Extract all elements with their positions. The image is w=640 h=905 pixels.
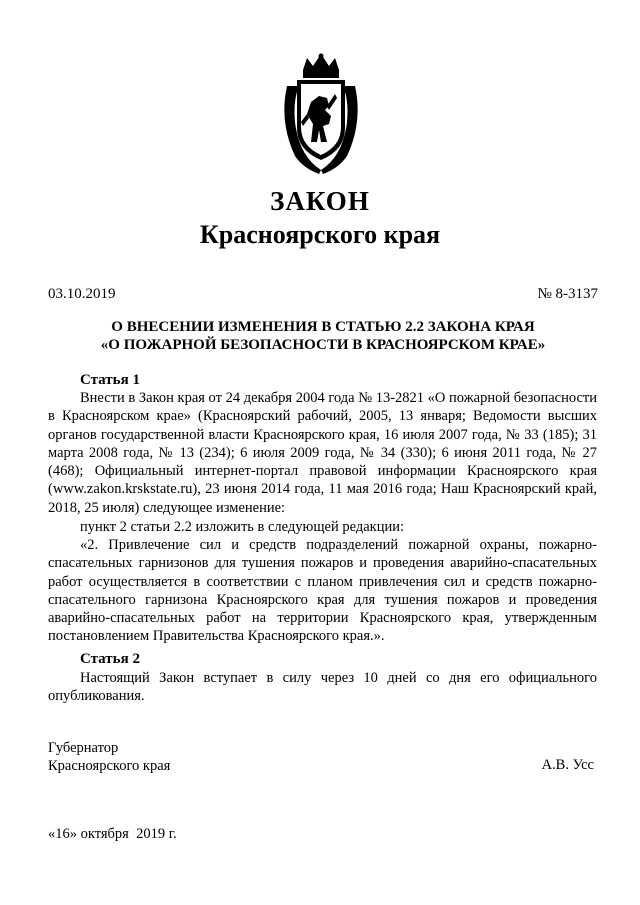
signatory-title-line: Губернатор <box>48 740 119 756</box>
signatory-title <box>48 739 170 776</box>
article-2-paragraph: Настоящий Закон вступает в силу через 10 дней со дня его официального опубликования. <box>48 670 597 705</box>
article-1-heading: Статья 1 <box>80 372 140 388</box>
document-number: № 8-3137 <box>537 286 598 302</box>
article-2-heading: Статья 2 <box>80 651 140 667</box>
article-1-amendment-text: «2. Привлечение сил и средств подразделений пожарной охраны, пожарно-спасательных гарнизонов для тушения пожаров и проведения аварийно-спасательных работ осуществляется в соответствии с планом привлечения сил и средств пожарно-спасательного гарнизона Красноярского края для тушения пожаров и проведения аварийно-спасательных работ на территории Красноярского края, утвержденным постановлением Правительства Красноярского края.». <box>48 537 597 645</box>
document-type: ЗАКОН <box>270 186 370 216</box>
document-region: Красноярского края <box>199 220 441 249</box>
document-title <box>48 318 598 354</box>
coat-of-arms-icon <box>277 52 365 178</box>
signing-date: «16» октября 2019 г. <box>48 826 177 842</box>
document-date: 03.10.2019 <box>48 286 116 302</box>
document-title-line: О ВНЕСЕНИИ ИЗМЕНЕНИЯ В СТАТЬЮ 2.2 ЗАКОНА КРАЯ <box>111 319 535 335</box>
article-1-paragraph: пункт 2 статьи 2.2 изложить в следующей редакции: <box>80 519 405 535</box>
signatory-name: А.В. Усс <box>541 757 594 773</box>
document-title-line: «О ПОЖАРНОЙ БЕЗОПАСНОСТИ В КРАСНОЯРСКОМ КРАЕ» <box>100 337 546 353</box>
signatory-title-line: Красноярского края <box>48 758 171 775</box>
article-1-paragraph: Внести в Закон края от 24 декабря 2004 года № 13-2821 «О пожарной безопасности в Красноярском крае» (Красноярский рабочий, 2005, 13 января; Ведомости высших органов государственной власти Красноярского края, 16 июля 2007 года, № 33 (185); 31 марта 2008 года, № 13 (234); 6 июля 2009 года, № 34 (330); 6 июня 2011 года, № 27 (468); Официальный интернет-портал правовой информации Красноярского края (www.zakon.krskstate.ru), 23 июня 2014 года, 11 мая 2016 года; Наш Красноярский край, 2018, 25 июля) следующее изменение: <box>48 390 597 516</box>
